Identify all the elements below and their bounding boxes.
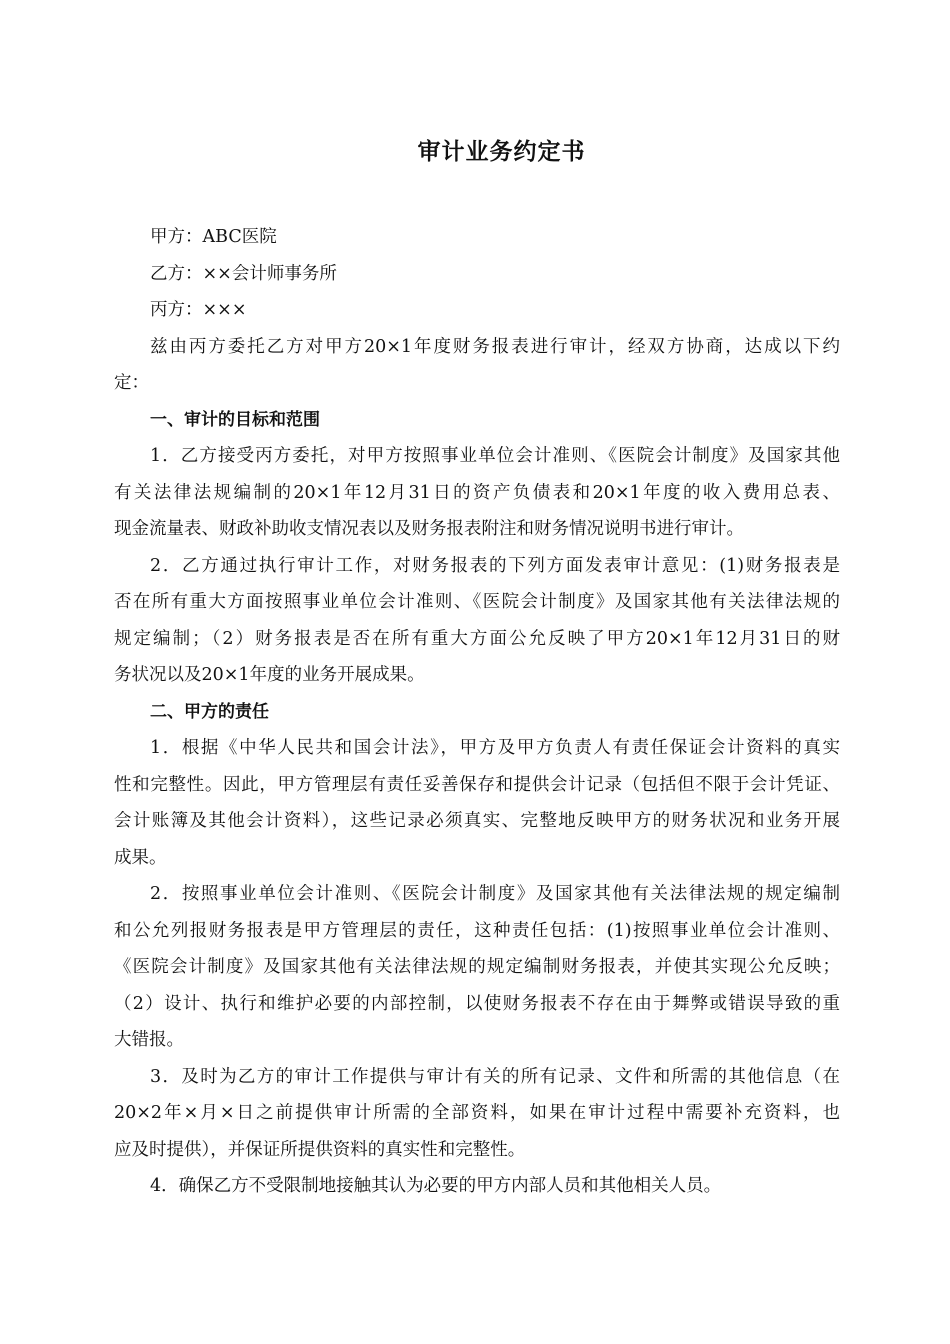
section-heading: 二、甲方的责任: [150, 701, 269, 722]
section-heading: 一、审计的目标和范围: [150, 409, 320, 430]
paragraph-line: 务状况以及20×1年度的业务开展成果。: [114, 665, 425, 685]
paragraph-line: 性和完整性。因此，甲方管理层有责任妥善保存和提供会计记录（包括但不限于会计凭证、: [114, 774, 840, 795]
paragraph-line: 有关法律法规编制的20×1年12月31日的资产负债表和20×1年度的收入费用总表、: [114, 482, 840, 503]
paragraph-line: 和公允列报财务报表是甲方管理层的责任，这种责任包括：(1)按照事业单位会计准则、: [114, 920, 840, 941]
document-title: 审计业务约定书: [417, 139, 586, 165]
paragraph-line: 1．乙方接受丙方委托，对甲方按照事业单位会计准则、《医院会计制度》及国家其他: [150, 446, 840, 466]
document-body: [114, 219, 840, 1205]
paragraph-line: 否在所有重大方面按照事业单位会计准则、《医院会计制度》及国家其他有关法律法规的: [114, 592, 840, 612]
paragraph-line: 1．根据《中华人民共和国会计法》，甲方及甲方负责人有责任保证会计资料的真实: [150, 738, 840, 758]
paragraph-line: 2．乙方通过执行审计工作，对财务报表的下列方面发表审计意见：(1)财务报表是: [150, 555, 840, 576]
paragraph-line: 成果。: [114, 847, 167, 868]
paragraph-line: 20×2年×月×日之前提供审计所需的全部资料，如果在审计过程中需要补充资料，也: [114, 1103, 840, 1123]
paragraph-line: 兹由丙方委托乙方对甲方20×1年度财务报表进行审计，经双方协商，达成以下约: [150, 336, 840, 357]
paragraph-line: 3．及时为乙方的审计工作提供与审计有关的所有记录、文件和所需的其他信息（在: [150, 1066, 840, 1087]
paragraph-line: 2．按照事业单位会计准则、《医院会计制度》及国家其他有关法律法规的规定编制: [150, 884, 840, 904]
paragraph-line: 现金流量表、财政补助收支情况表以及财务报表附注和财务情况说明书进行审计。: [114, 519, 744, 539]
paragraph-line: 乙方：××会计师事务所: [150, 263, 337, 284]
paragraph-line: 4．确保乙方不受限制地接触其认为必要的甲方内部人员和其他相关人员。: [150, 1176, 722, 1196]
paragraph-line: 《医院会计制度》及国家其他有关法律法规的规定编制财务报表，并使其实现公允反映；: [114, 957, 840, 977]
paragraph-line: 规定编制；（2）财务报表是否在所有重大方面公允反映了甲方20×1年12月31日的财: [114, 628, 840, 649]
paragraph-line: 丙方：×××: [150, 300, 247, 320]
paragraph-line: 大错报。: [114, 1030, 184, 1050]
paragraph-line: 应及时提供），并保证所提供资料的真实性和完整性。: [114, 1139, 526, 1160]
paragraph-line: 甲方：ABC医院: [150, 227, 277, 247]
paragraph-line: 会计账簿及其他会计资料），这些记录必须真实、完整地反映甲方的财务状况和业务开展: [114, 811, 840, 831]
paragraph-line: 定：: [114, 373, 149, 393]
paragraph-line: （2）设计、执行和维护必要的内部控制，以使财务报表不存在由于舞弊或错误导致的重: [114, 993, 840, 1014]
